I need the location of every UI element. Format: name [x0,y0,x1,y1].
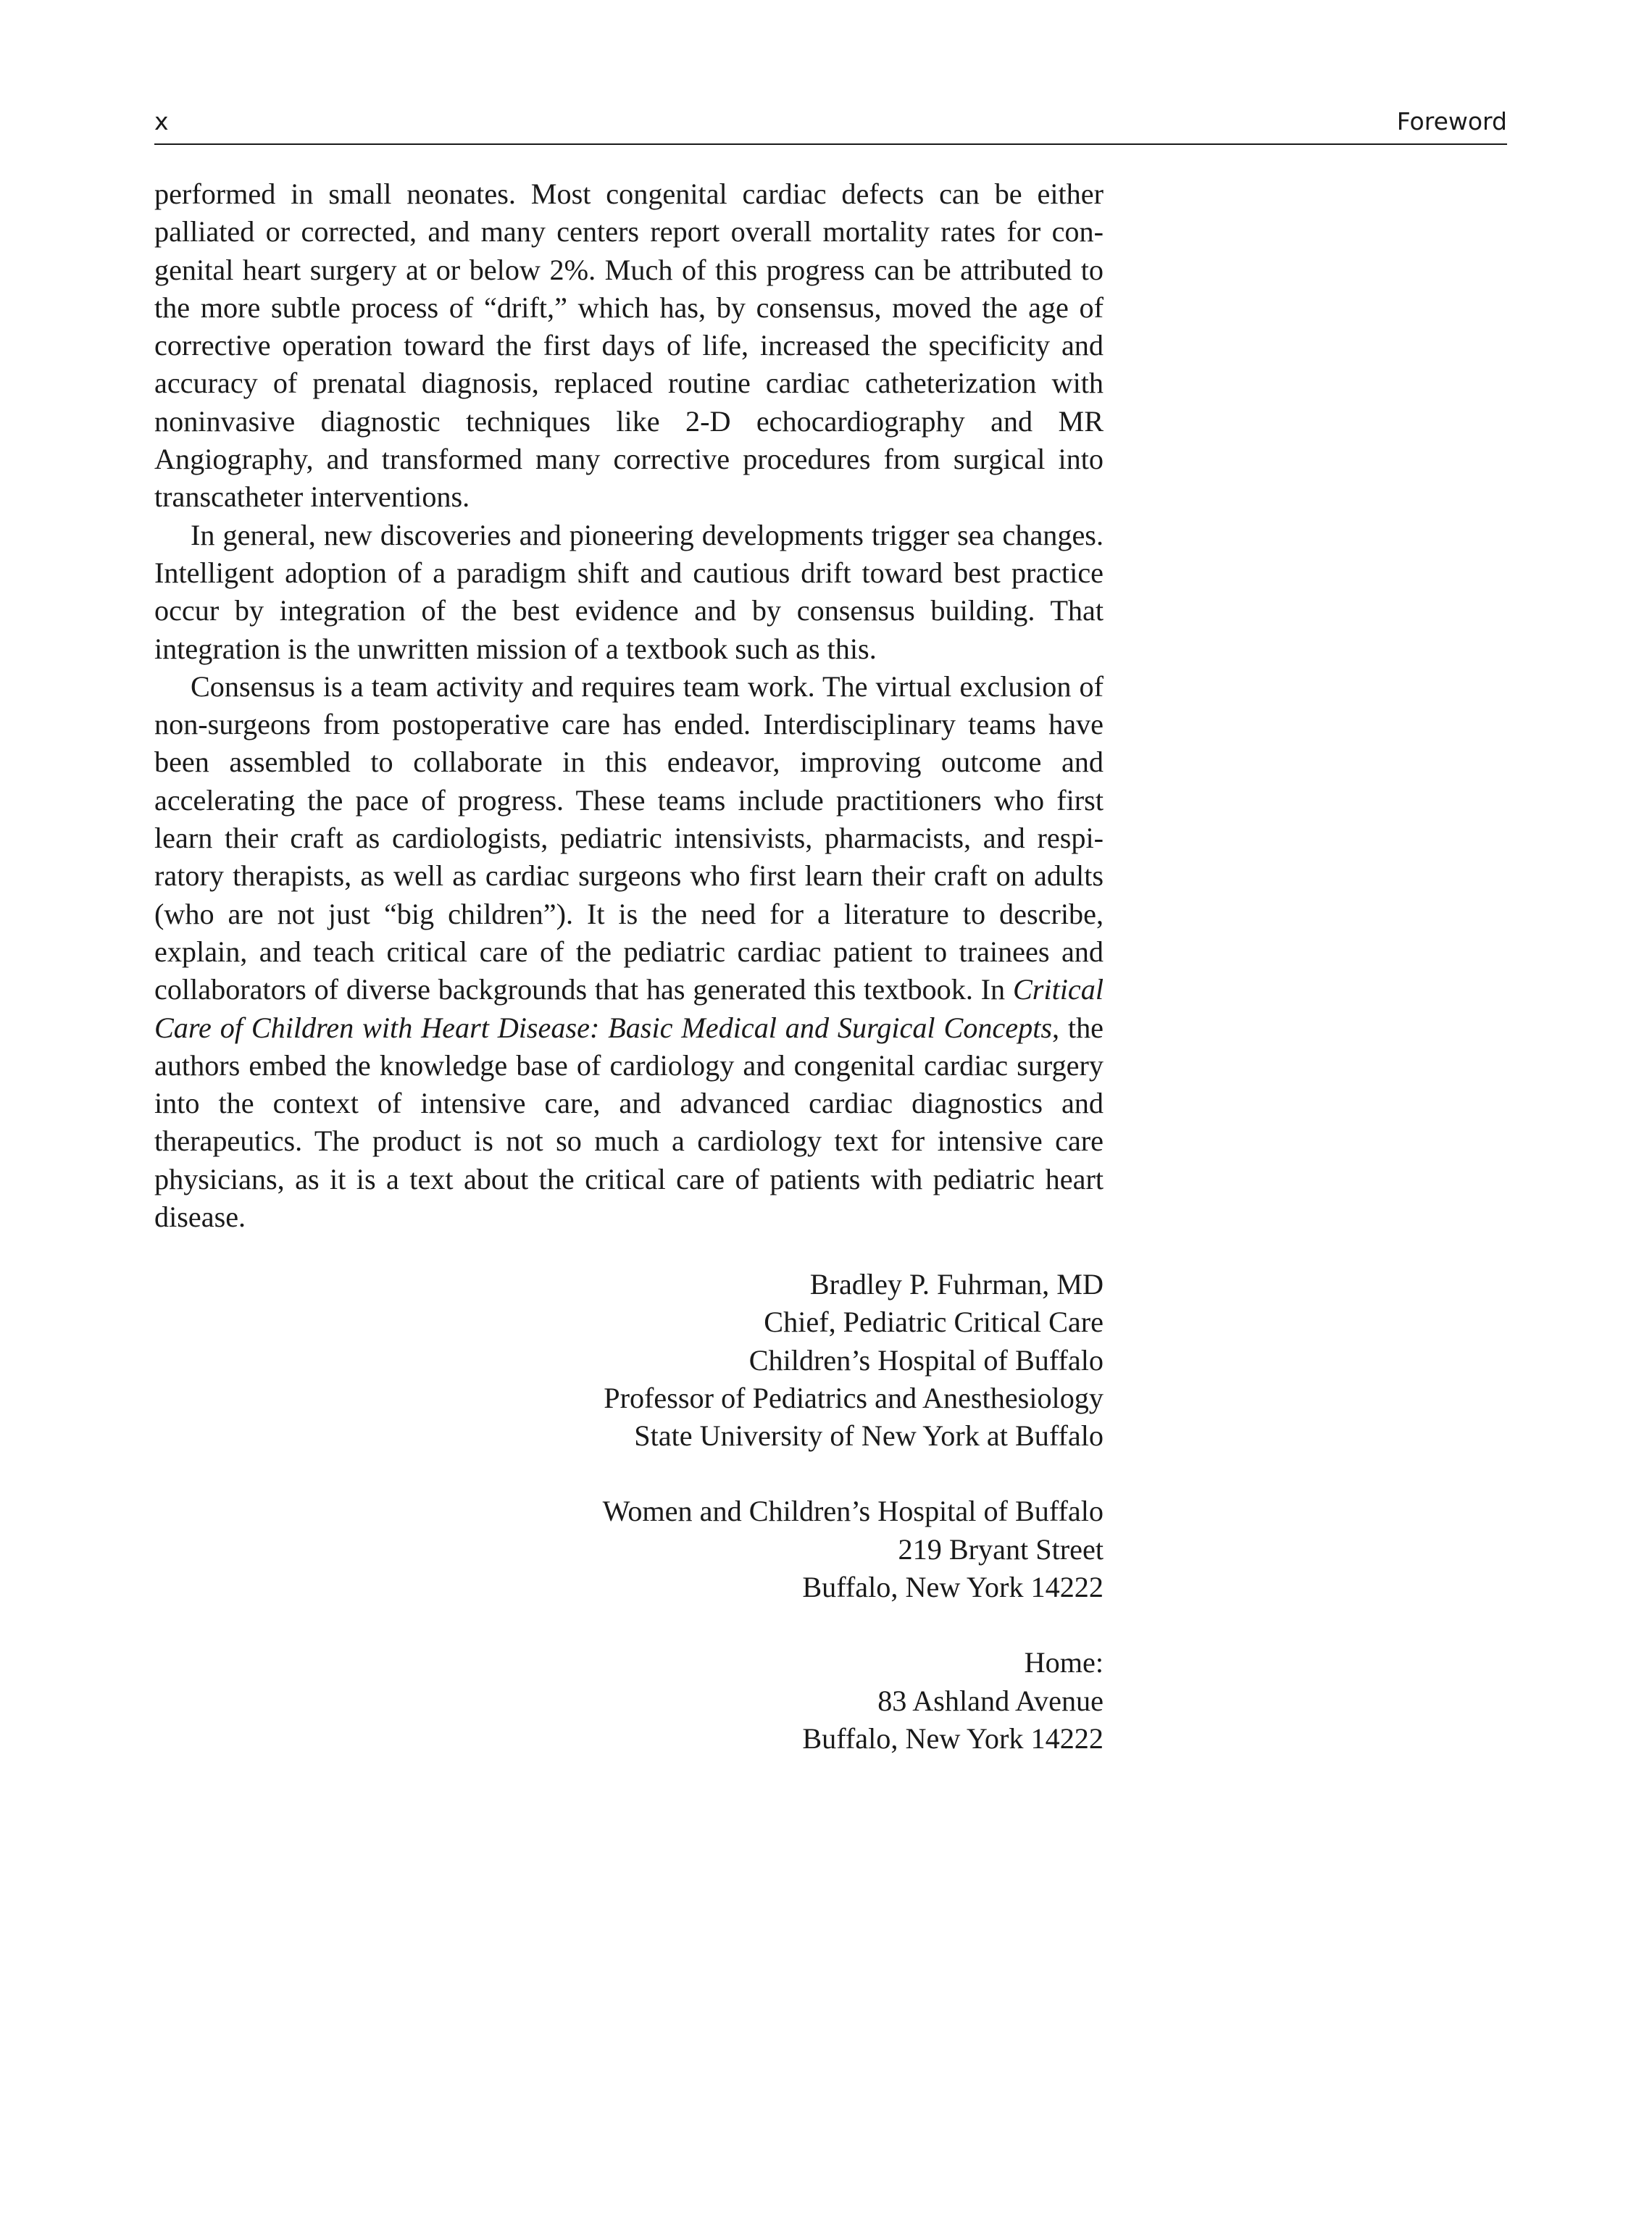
spacer [154,1455,1104,1493]
paragraph-text-before-title: Consensus is a team activity and requires team work. The virtual exclusion of non-surgeons from postoperative care has ended. Interdisciplinary teams have been assembled to collaborate in this endeavor, improving outcome and accelerating the pace of progress. These teams include practitioners who first learn their craft as cardiologists, pediatric intensivists, pharmacists, and respiratory therapists, as well as cardiac surgeons who first learn their craft on adults (who are not just “big children”). It is the need for a literature to describe, explain, and teach critical care of the pediatric cardiac patient to trainees and collaborators of diverse backgrounds that has generated this textbook. In [154,669,1104,1006]
paragraph-consensus [154,668,1104,1236]
paragraph-sea-changes: In general, new discoveries and pioneering developments trigger sea changes. Intelligent adoption of a paradigm shift and cautious drift toward best practice occur by integration of the best evidence and by consensus building. That integration is the unwritten mission of a textbook such as this. [154,518,1104,665]
paragraph-text-after-title: , the authors embed the knowledge base of cardiology and congenital cardiac surgery into the context of intensive care, and advanced cardiac diagnostics and therapeutics. The product is not so much a cardiology text for intensive care physicians, as it is a text about the critical care of patients with pediatric heart disease. [154,1011,1104,1234]
author-professorship: Professor of Pediatrics and Anesthesiology [604,1381,1104,1414]
home-address-label: Home: [1024,1646,1104,1679]
author-university: State University of New York at Buffalo [634,1419,1104,1453]
book-title: Critical Care of Children with Heart Disease: Basic Medical and Surgical Concepts [154,973,1104,1044]
author-name: Bradley P. Fuhrman, MD [809,1268,1104,1301]
signature-block [154,1266,1104,1758]
work-address-line: 219 Bryant Street [898,1532,1104,1566]
page-number: x [154,107,169,135]
work-address-line: Buffalo, New York 14222 [802,1571,1104,1604]
author-hospital: Children’s Hospital of Buffalo [748,1343,1104,1377]
running-header [154,107,1507,145]
work-address-line: Women and Children’s Hospital of Buffalo [602,1495,1104,1528]
author-title: Chief, Pediatric Critical Care [764,1306,1104,1339]
paragraph-continued: performed in small neonates. Most congenital cardiac defects can be either palliated or corrected, and many centers report overall mortality rates for congenital heart surgery at or below 2%. Much of this progress can be attributed to the more subtle process of “drift,” which has, by consensus, moved the age of corrective operation toward the first days of life, increased the specificity and accuracy of prenatal diagnosis, replaced routine cardiac catheterization with noninvasive diagnostic techniques like 2-D echocardiography and MR Angiography, and transformed many corrective procedures from surgical into transcatheter interventions. [154,178,1104,514]
home-address-line: Buffalo, New York 14222 [802,1721,1104,1755]
section-title: Foreword [1396,107,1507,135]
spacer [154,1606,1104,1644]
foreword-body [154,175,1104,1236]
home-address-line: 83 Ashland Avenue [877,1684,1104,1717]
